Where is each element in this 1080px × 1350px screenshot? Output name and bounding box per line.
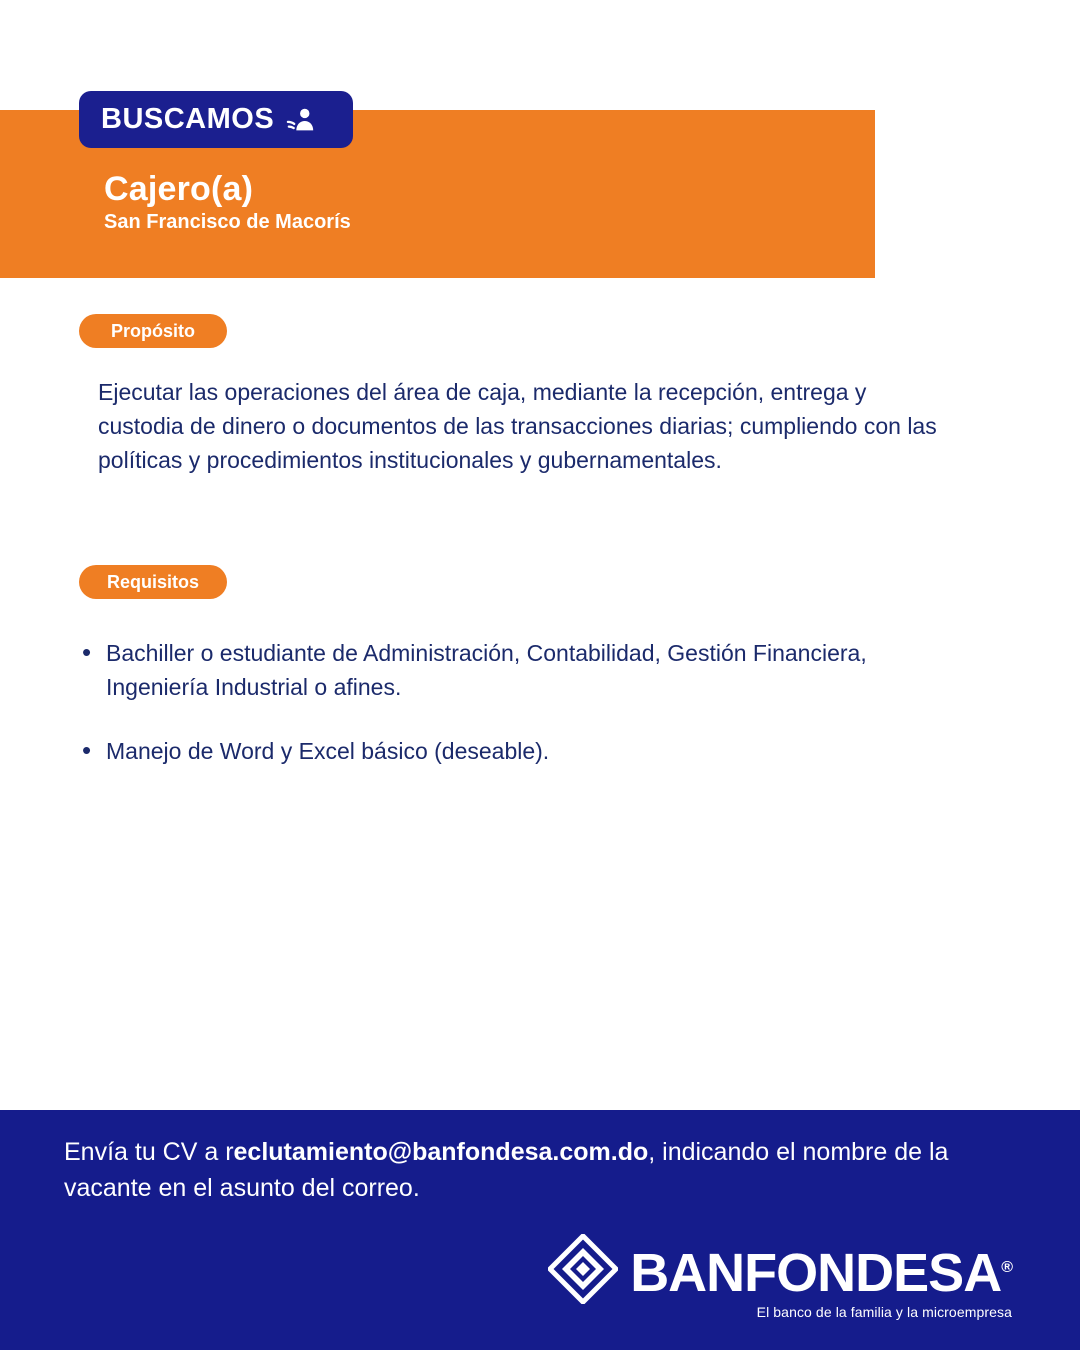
banfondesa-diamond-icon: [548, 1234, 618, 1304]
buscamos-label: BUSCAMOS: [101, 103, 275, 135]
logo-text-column: [630, 1239, 1012, 1320]
requisitos-list: [78, 636, 958, 798]
logo-wordmark: BANFONDESA®: [630, 1243, 1012, 1303]
footer-cta-text: [64, 1134, 1014, 1206]
cta-prefix: Envía tu CV a r: [64, 1138, 234, 1166]
proposito-text: Ejecutar las operaciones del área de caja, mediante la recepción, entrega y custodia de dinero o documentos de las transacciones diarias; cumpliendo con las políticas y procedimientos institucionales y gubernamentales.: [98, 379, 937, 473]
list-item: • Bachiller o estudiante de Administración, Contabilidad, Gestión Financiera, Ingeniería Industrial o afines.: [78, 636, 958, 704]
buscamos-badge: [79, 91, 353, 148]
cta-suffix: , indicando el nombre de la vacante en el asunto del correo.: [64, 1138, 949, 1202]
job-location: San Francisco de Macorís: [104, 211, 351, 233]
logo-tagline: El banco de la familia y la microempresa: [756, 1304, 1012, 1320]
footer: [0, 1110, 1080, 1350]
list-item: • Manejo de Word y Excel básico (deseable).: [78, 734, 958, 768]
section-pill-requisitos: Requisitos: [79, 565, 227, 599]
job-title: Cajero(a): [104, 170, 254, 208]
cta-email[interactable]: eclutamiento@banfondesa.com.do: [233, 1138, 649, 1166]
registered-mark: ®: [1001, 1259, 1012, 1276]
section-pill-proposito: Propósito: [79, 314, 227, 348]
person-search-icon: [286, 105, 316, 135]
banfondesa-logo: [548, 1234, 1012, 1320]
